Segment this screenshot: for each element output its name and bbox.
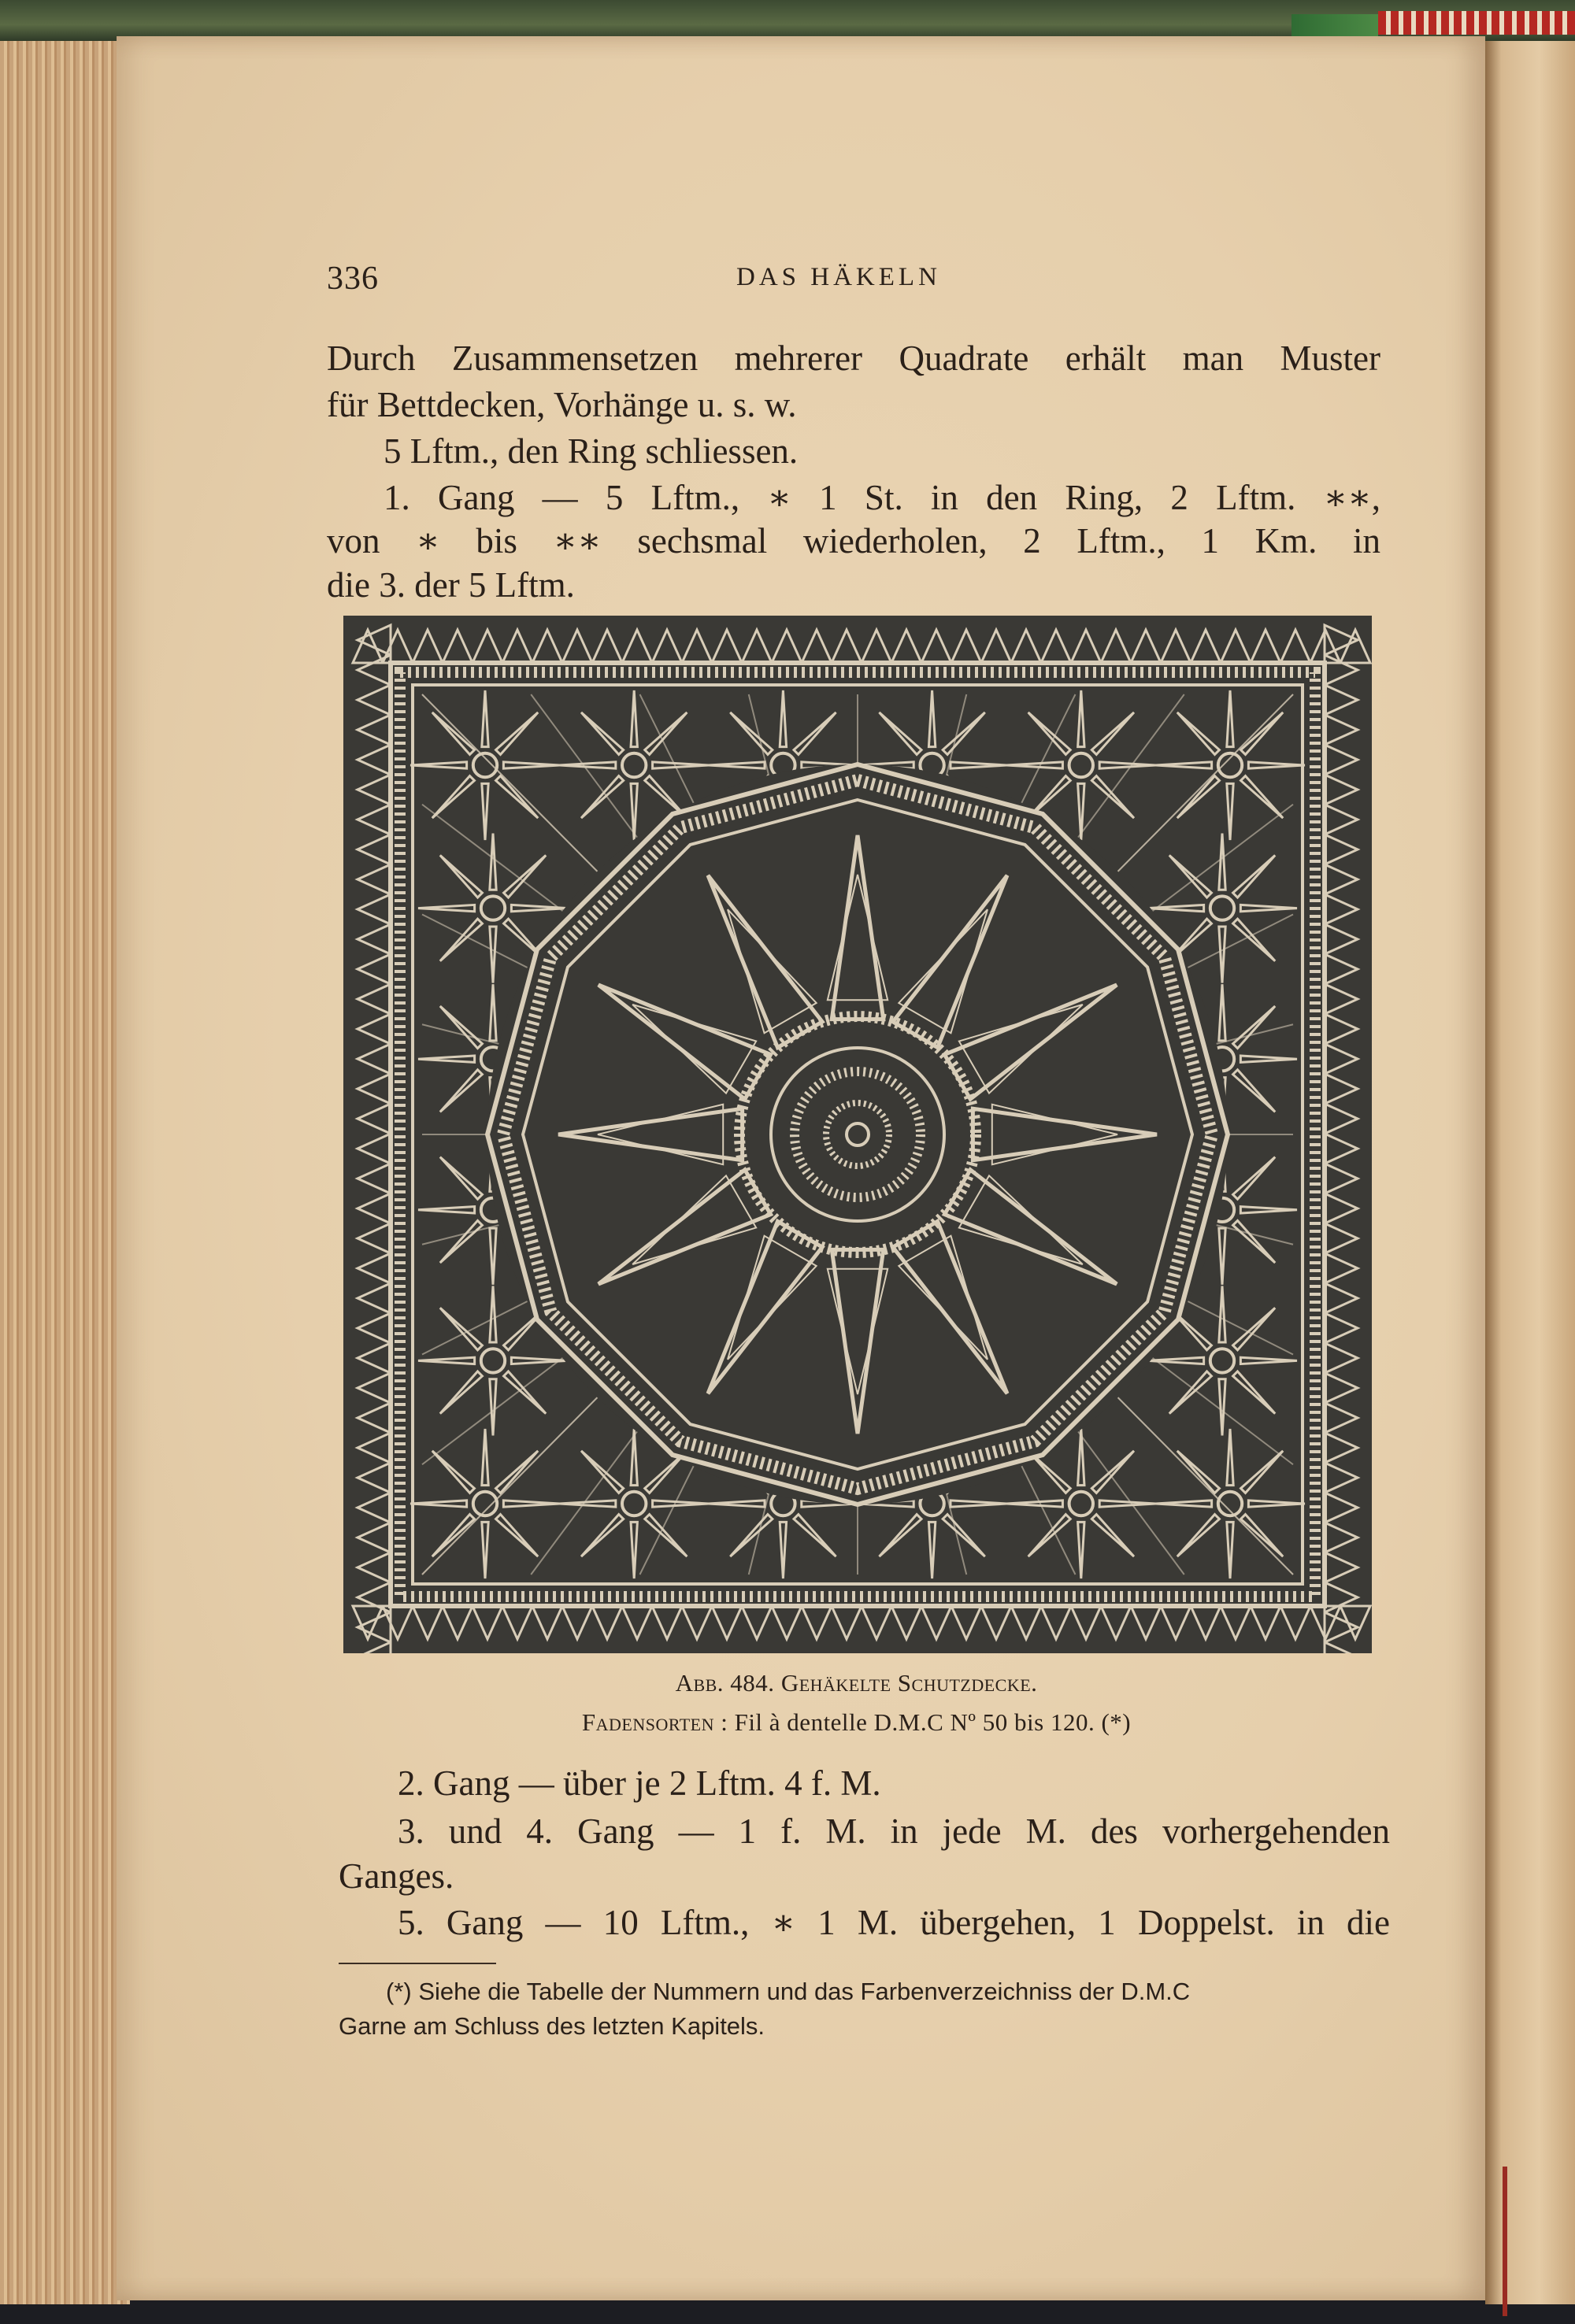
threads-value: Fil à dentelle D.M.C Nº 50 bis 120. (*)	[734, 1708, 1132, 1736]
body-line: Ganges.	[339, 1856, 454, 1896]
running-head	[327, 260, 1390, 299]
body-line: 5. Gang — 10 Lftm., ∗ 1 M. übergehen, 1 Doppelst. in die	[398, 1903, 1390, 1942]
page-edge-right	[1485, 41, 1575, 2304]
bookmark-ribbon-red	[1378, 11, 1575, 35]
body-line: 5 Lftm., den Ring schliessen.	[384, 431, 799, 471]
figure-caption	[327, 1669, 1386, 1697]
body-line: die 3. der 5 Lftm.	[327, 565, 575, 605]
figure-threads	[327, 1708, 1386, 1737]
threads-label: Fadensorten :	[581, 1708, 728, 1736]
body-line: 1. Gang — 5 Lftm., ∗ 1 St. in den Ring, 2 Lftm. ∗∗,	[384, 478, 1380, 517]
page-stack-left	[0, 41, 130, 2304]
body-line: von ∗ bis ∗∗ sechsmal wiederholen, 2 Lftm., 1 Km. in	[327, 521, 1380, 561]
footnote-line: (*) Siehe die Tabelle der Nummern und das Farbenverzeichniss der D.M.C	[386, 1978, 1191, 2005]
crochet-doily-illustration	[343, 616, 1372, 1653]
body-line: Durch Zusammensetzen mehrerer Quadrate erhält man Muster	[327, 339, 1380, 378]
bookmark-ribbon-green	[1292, 14, 1378, 36]
book-cover-top	[0, 0, 1575, 41]
body-line: 2. Gang — über je 2 Lftm. 4 f. M.	[398, 1763, 881, 1803]
caption-title: Gehäkelte Schutzdecke.	[780, 1669, 1038, 1697]
body-line: für Bettdecken, Vorhänge u. s. w.	[327, 385, 797, 424]
chapter-title: DAS HÄKELN	[736, 263, 941, 291]
bookmark-thread	[1503, 2167, 1507, 2316]
caption-label: Abb. 484.	[675, 1669, 775, 1697]
page-number: 336	[327, 261, 379, 297]
body-line: 3. und 4. Gang — 1 f. M. in jede M. des vorhergehenden	[398, 1811, 1390, 1851]
footnote-rule	[339, 1963, 496, 1964]
crochet-figure	[343, 616, 1372, 1653]
footnote-line: Garne am Schluss des letzten Kapitels.	[339, 2012, 765, 2040]
